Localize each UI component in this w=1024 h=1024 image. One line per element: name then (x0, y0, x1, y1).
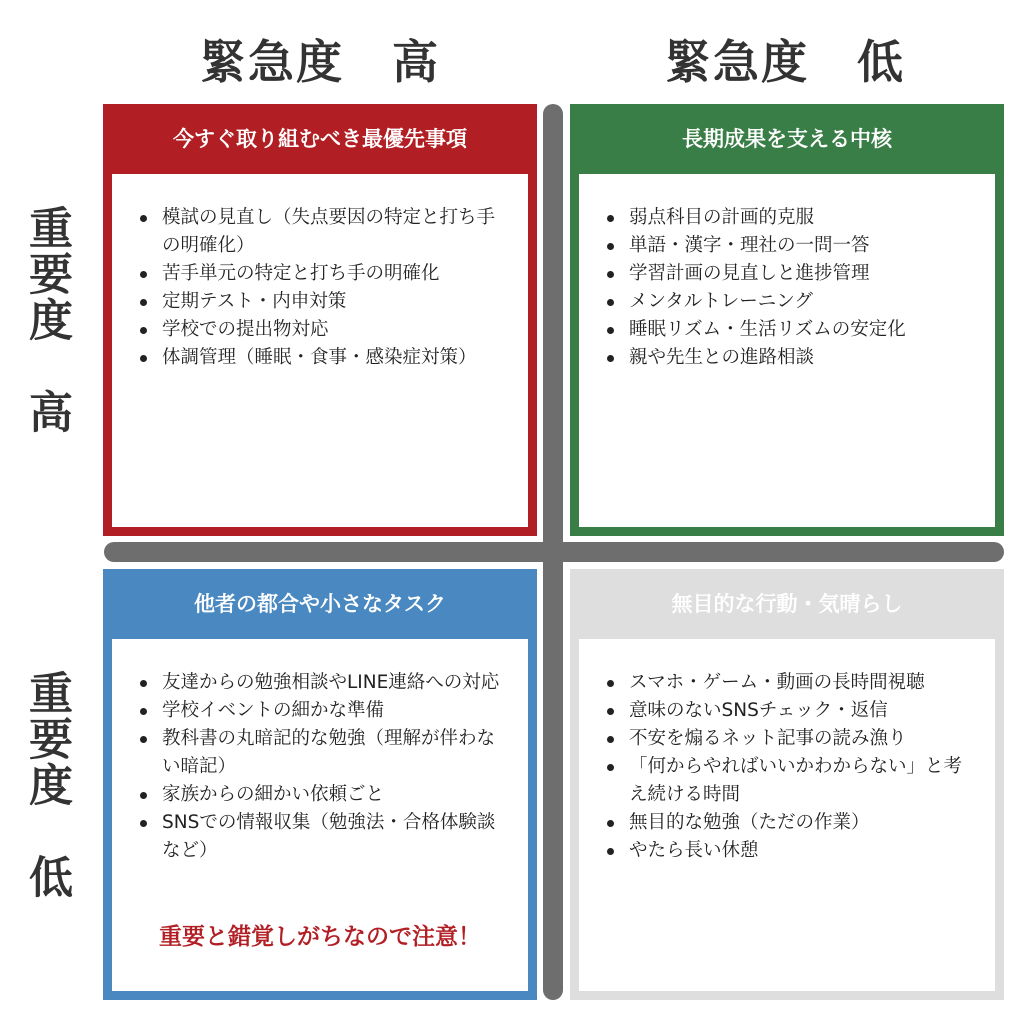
quadrant-title: 長期成果を支える中核 (570, 104, 1004, 174)
list-item: 学習計画の見直しと進捗管理 (603, 260, 975, 288)
list-item: やたら長い休憩 (603, 837, 975, 865)
quadrant-not-urgent-important (570, 104, 1004, 536)
importance-high-header: 重要度 高 (21, 205, 72, 435)
quadrant-body (112, 639, 528, 991)
list-item: 苦手単元の特定と打ち手の明確化 (136, 260, 508, 288)
urgency-low-header: 緊急度 低 (665, 35, 905, 89)
quadrant-urgent-important (103, 104, 537, 536)
list-item: 定期テスト・内申対策 (136, 288, 508, 316)
list-item: スマホ・ゲーム・動画の長時間視聴 (603, 669, 975, 697)
list-item: SNSでの情報収集（勉強法・合格体験談など） (136, 809, 508, 865)
item-list (603, 669, 975, 865)
list-item: 教科書の丸暗記的な勉強（理解が伴わない暗記） (136, 725, 508, 781)
list-item: 単語・漢字・理社の一問一答 (603, 232, 975, 260)
list-item: 無目的な勉強（ただの作業） (603, 809, 975, 837)
quadrant-body (112, 174, 528, 527)
list-item: 不安を煽るネット記事の読み漁り (603, 725, 975, 753)
list-item: 体調管理（睡眠・食事・感染症対策） (136, 344, 508, 372)
item-list (136, 669, 508, 865)
quadrant-body (579, 174, 995, 527)
quadrant-title: 無目的な行動・気晴らし (570, 569, 1004, 639)
item-list (136, 204, 508, 372)
horizontal-axis-bar (104, 542, 1004, 562)
list-item: 「何からやればいいかわからない」と考え続ける時間 (603, 753, 975, 809)
quadrant-body (579, 639, 995, 991)
list-item: 学校での提出物対応 (136, 316, 508, 344)
list-item: 模試の見直し（失点要因の特定と打ち手の明確化） (136, 204, 508, 260)
list-item: 睡眠リズム・生活リズムの安定化 (603, 316, 975, 344)
list-item: 友達からの勉強相談やLINE連絡への対応 (136, 669, 508, 697)
item-list (603, 204, 975, 372)
quadrant-title: 今すぐ取り組むべき最優先事項 (103, 104, 537, 174)
list-item: 家族からの細かい依頼ごと (136, 781, 508, 809)
quadrant-not-urgent-not-important (570, 569, 1004, 1000)
warning-note: 重要と錯覚しがちなので注意！ (159, 924, 481, 950)
urgency-high-header: 緊急度 高 (200, 35, 440, 89)
quadrant-urgent-not-important (103, 569, 537, 1000)
list-item: 弱点科目の計画的克服 (603, 204, 975, 232)
list-item: 意味のないSNSチェック・返信 (603, 697, 975, 725)
list-item: 学校イベントの細かな準備 (136, 697, 508, 725)
list-item: メンタルトレーニング (603, 288, 975, 316)
quadrant-title: 他者の都合や小さなタスク (103, 569, 537, 639)
importance-low-header: 重要度 低 (21, 670, 72, 900)
list-item: 親や先生との進路相談 (603, 344, 975, 372)
